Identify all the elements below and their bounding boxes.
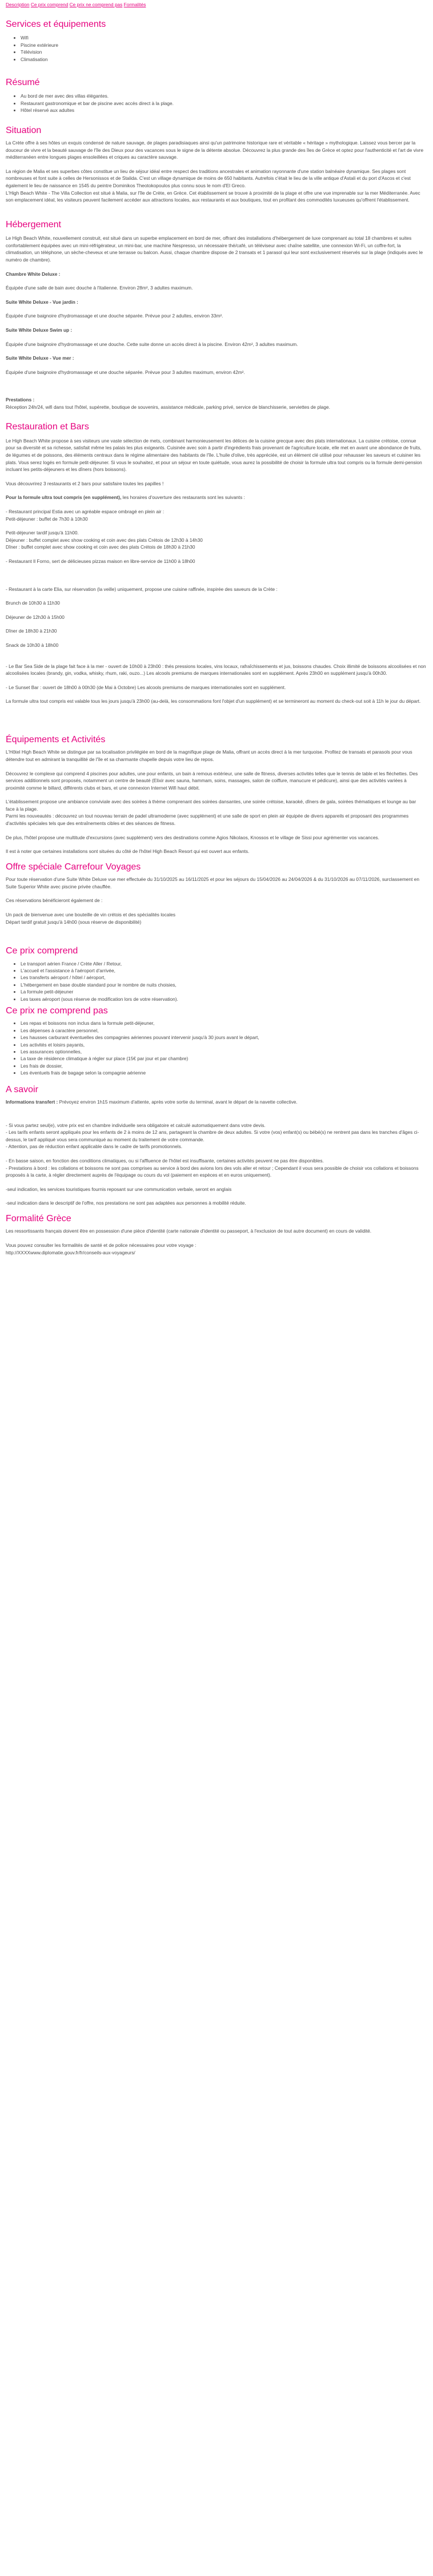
situation-paragraph: La région de Malia et ses superbes côtes constitue un lieu de séjour idéal entre respect des traditions ancestrales et animation rayonnante d'une station balnéaire dynamique. Ses plages sont nombreuses et font suite à celles de Hersonissos et de Stalida. C'est un village dynamique de moins de 650 habitants. Autrefois c'était le lieu de la ville antique d'Astali et du port d'Ascos et c'est également le lieu de naissance en 1545 du peintre Dominikos Theotokopoulos plus connu sous le nom d'El Greco. — [6, 168, 411, 188]
list-item: • Les hausses carburant éventuelles des compagnies aériennes pouvant intervenir jusqu'à 30 jours avant le départ, — [21, 1034, 426, 1041]
savoir-title: A savoir — [6, 1084, 38, 1094]
list-item: • Les frais de dossier, — [21, 1062, 426, 1069]
offre-paragraph: Ces réservations bénéficieront également de : — [6, 897, 103, 904]
carte-hour: Déjeuner de 12h30 à 15h00 — [6, 614, 65, 620]
list-item: • La formule petit-déjeuner — [21, 988, 426, 995]
room-desc: Équipée d'une baignoire d'hydromassage et une douche séparée. Prévue pour 3 adultes maximum, environ 42m². — [6, 369, 245, 375]
forno-line: - Restaurant Il Forno, sert de délicieuses pizzas maison en libre-service de 11h00 à 18h00 — [6, 558, 195, 564]
room-desc: Équipée d'une salle de bain avec douche à l'italienne. Environ 28m², 3 adultes maximum. — [6, 285, 193, 291]
equipements-paragraph: L'établissement propose une ambiance conviviale avec des soirées à thème comprenant des soirées dansantes, une soirée crétoise, karaoké, dîners de gala, soirées thématiques et lounge au bar face à la plage. — [6, 799, 416, 812]
link-ce-prix-ne-comprend-pas[interactable]: Ce prix ne comprend pas — [69, 2, 123, 7]
list-item: • Hôtel réservé aux adultes — [21, 107, 426, 114]
room-name: Suite White Deluxe - Vue jardin : — [6, 299, 78, 305]
savoir-line: - Attention, pas de réduction enfant applicable dans le cadre de tarifs promotionnels. — [6, 1144, 183, 1150]
offre-paragraph: Un pack de bienvenue avec une bouteille de vin crétois et des spécialités locales Départ tardif gratuit jusqu'à 14h00 (sous réserve de disponibilité) — [6, 912, 176, 925]
ne-comprend-list — [6, 1020, 426, 1076]
equipements-paragraph: Découvrez le complexe qui comprend 4 piscines pour adultes, une pour enfants, un bain à remous extérieur, une salle de fitness, diverses activités telles que le tennis de table et les fléchettes. Des services additionnels sont proposés, notamment un centre de beauté (Elixir avec sauna, hammam, soins, massages, salon de coiffure, manucure et pédicure), ainsi que des activités variées à proximité comme le billard, différents clubs et bars, et une connexion Internet Wifi haut débit. — [6, 770, 418, 791]
main-rest-line: Petit-déjeuner : buffet de 7h30 à 10h30 — [6, 516, 88, 522]
services-title: Services et équipements — [6, 19, 106, 29]
list-item: • Les taxes aéroport (sous réserve de modification lors de votre réservation). — [21, 996, 426, 1003]
formalite-link-label: Vous pouvez consulter les formalités de santé et de police nécessaires pour votre voyage : — [6, 1242, 197, 1248]
restaurant-intro: Le High Beach White propose à ses visiteurs une vaste sélection de mets, combinant harmonieusement les délices de la cuisine grecque avec des plats internationaux. La cuisine crétoise, connue pour sa diversité et sa richesse, satisfait même les palais les plus exigeants. Cuisinée avec soin à partir d'ingrédients frais provenant de l'agriculture locale, elle met en avant une abondance de fruits, de légumes et de poissons, des éléments centraux dans le régime alimentaire des habitants de l'île. L'huile d'olive, très appréciée, est un élément clé utilisé pour rehausser les saveurs et cuisiner les plats. Vous serez logés en formule petit-déjeuner. Si vous le souhaitez, et pour un séjour en toute quiétude, vous aurez la possibilité de choisir la formule ultra tout compris ou la formule demi-pension incluant les petits-déjeuners et les dîners (hors boissons). — [6, 437, 422, 473]
list-item: • Les dépenses à caractère personnel, — [21, 1027, 426, 1034]
savoir-line: -seul indication, les services touristiques fournis reposant sur une communication verbale, seront en anglais — [6, 1186, 232, 1192]
hours-rest: les horaires d'ouverture des restaurants sont les suivants : — [121, 494, 245, 501]
carte-intro: - Restaurant à la carte Elia, sur réservation (la veille) uniquement, propose une cuisine raffinée, inspirée des saveurs de la Crète : — [6, 586, 278, 592]
offre-paragraph: Pour toute réservation d'une Suite White Deluxe vue mer effectuée du 31/10/2025 au 16/11/2025 et pour les séjours du 15/04/2026 au 24/04/2026 & du 31/10/2026 au 07/11/2026, surclassement en Suite Superior White avec piscine privée chauffée. — [6, 876, 419, 889]
room-name: Suite White Deluxe - Vue mer : — [6, 355, 74, 361]
savoir-line: - Prestations à bord : les collations et boissons ne sont pas comprises au service à bord des avions lors des vols aller et retour ; Cependant il vous sera possible de choisir vos collations et boissons proposés à la carte, à régler directement auprès de l'équipage ou cours du vol (paiement en espèces et en euros uniquement). — [6, 1165, 419, 1178]
link-formalites[interactable]: Formalités — [123, 2, 146, 7]
main-rest-line: Petit-déjeuner tardif jusqu'à 11h00. — [6, 530, 79, 536]
carte-hour: Dîner de 18h30 à 21h30 — [6, 628, 57, 634]
list-item: • La taxe de résidence climatique à régler sur place (15€ par jour et par chambre) — [21, 1055, 426, 1062]
situation-paragraph: L'High Beach White - The Villa Collection est situé à Malia, sur l'île de Crète, en Grèce. Cet établissement se trouve à proximité de la plage et offre une vue imprenable sur la mer Méditerranée. Avec son emplacement idéal, les visiteurs peuvent facilement accéder aux attractions locales, aux restaurants et aux boutiques, tout en profitant des commodités luxueuses qu'offrent l'établissement. — [6, 190, 420, 203]
info-label: Informations transfert : — [6, 1099, 58, 1105]
link-ce-prix-comprend[interactable]: Ce prix comprend — [30, 2, 69, 7]
formalite-text: Les ressortissants français doivent être en possession d'une pièce d'identité (carte nationale d'identité ou passeport, à l'exclusion de tout autre document) en cours de validité. — [6, 1228, 372, 1234]
room-name: Suite White Deluxe Swim up : — [6, 327, 73, 333]
list-item: • Les repas et boissons non inclus dans la formule petit-déjeuner, — [21, 1020, 426, 1027]
list-item: • L'hébergement en base double standard pour le nombre de nuits choisies, — [21, 981, 426, 988]
equipements-paragraph: De plus, l'hôtel propose une multitude d'excursions (avec supplément) vers des destinations comme Agios Nikolaos, Knossos et le village de Sissi pour agrémenter vos vacances. — [6, 834, 379, 840]
services-list — [6, 34, 426, 63]
list-item: • Télévision — [21, 49, 426, 55]
equipements-paragraph: Parmi les nouveautés : découvrez un tout nouveau terrain de padel ultramoderne (avec supplément) et une salle de sport en plein air équipée de divers appareils et proposant des programmes d'activités spéciales tels que des entraînements cibles et des séances de fitness. — [6, 813, 409, 827]
prestations-label: Prestations : — [6, 397, 35, 403]
list-item: • L'accueil et l'assistance à l'aéroport d'arrivée, — [21, 967, 426, 974]
carte-hour: Snack de 10h30 à 18h00 — [6, 642, 59, 648]
list-item: • Le transport aérien France / Crète Aller / Retour, — [21, 960, 426, 967]
page — [0, 0, 433, 1256]
equipements-paragraph: Il est à noter que certaines installations sont situées du côté de l'hôtel High Beach Resort qui est ouvert aux enfants. — [6, 848, 250, 855]
list-item: • Au bord de mer avec des villas élégantes. — [21, 92, 426, 99]
resume-list — [6, 92, 426, 114]
carte-hour: Brunch de 10h30 à 11h30 — [6, 600, 60, 606]
savoir-line: - En basse saison, en fonction des conditions climatiques, ou si l'affluence de l'hôtel est insuffisante, certaines activités peuvent ne pas être disponibles. — [6, 1158, 324, 1164]
room-desc: Équipée d'une baignoire d'hydromassage et une douche séparée. Prévue pour 2 adultes, environ 33m². — [6, 313, 223, 319]
savoir-line: - Si vous partez seul(e), votre prix est en chambre individuelle sera obligatoire et calculé automatiquement dans votre devis. — [6, 1122, 266, 1128]
savoir-line: - Les tarifs enfants seront appliqués pour les enfants de 2 à moins de 12 ans, partageant la chambre de deux adultes. Si votre (vos) enfant(s) ou bébé(s) ne rentrent pas dans les tranches d'âges ci-dessus, le tarif appliqué vous sera communiqué au moment du traitement de votre commande. — [6, 1129, 419, 1142]
comprend-list — [6, 960, 426, 1003]
ne-comprend-title: Ce prix ne comprend pas — [6, 1006, 108, 1016]
bar-line: - Le Sunset Bar : ouvert de 18h00 à 00h30 (de Mai à Octobre) Les alcools premiums de marques internationales sont en supplément. — [6, 684, 286, 690]
list-item: • Les assurances optionnelles, — [21, 1048, 426, 1055]
situation-title: Situation — [6, 125, 42, 135]
info-text: Prévoyez environ 1h15 maximum d'attente, après votre sortie du terminal, avant le départ de la navette collective. — [58, 1099, 298, 1105]
savoir-line: -seul indication dans le descriptif de l'offre, nos prestations ne sont pas adaptées aux personnes à mobilité réduite. — [6, 1200, 246, 1206]
restaurant-title: Restauration et Bars — [6, 422, 89, 432]
resume-title: Résumé — [6, 78, 40, 88]
top-links — [6, 0, 426, 8]
equipements-paragraph: L'Hôtel High Beach White se distingue par sa localisation privilégiée en bord de la magnifique plage de Malia, offrant un accès direct à la mer turquoise. Profitez de transats et parasols pour vous détendre tout en admirant la tranquillité de l'île et sa charmante chapelle depuis votre lieu de repos. — [6, 749, 412, 762]
restaurant-count: Vous découvrirez 3 restaurants et 2 bars pour satisfaire toutes les papilles ! — [6, 480, 164, 486]
list-item: • Les éventuels frais de bagage selon la compagnie aérienne — [21, 1069, 426, 1076]
situation-paragraph: La Crète offre à ses hôtes un exquis condensé de nature sauvage, de plages paradisiaques ainsi qu'un patrimoine historique rare et véritable « héritage » mythologique. Laissez vous bercer par la douceur de vivre et la beauté sauvage de l'île des Dieux pour des vacances sous le signe de la détente absolue. Découvrez la plus grande des îles de Grèce et optez pour l'authenticité et l'art de vivre méditerranéen entre longues plages ensoleillées et criques au caractère sauvage. — [6, 140, 424, 160]
restaurant-closing: La formule ultra tout compris est valable tous les jours jusqu'à 23h00 (au-delà, les consommations font l'objet d'un supplément) et se termineront au moment du check-out soit à 11h le jour du départ. — [6, 698, 421, 705]
savoir-info — [6, 1098, 426, 1106]
bar-line: - Le Bar Sea Side de la plage fait face à la mer - ouvert de 10h00 à 23h00 : thés pressions locales, vins locaux, rafraîchissements et jus, boissons chaudes. Choix illimité de boissons alcoolisées et non alcoolisées locales (brandy, gin, vodka, whisky, rhum, raki, ouzo...) Les alcools premiums de marques internationales sont en supplément. Après 23h00 en supplément jusqu'à 00h30. — [6, 663, 426, 677]
main-rest-line: Dîner : buffet complet avec show cooking et coin avec des plats Crétois de 18h30 à 21h30 — [6, 544, 195, 550]
offre-title: Offre spéciale Carrefour Voyages — [6, 862, 141, 872]
list-item: • Climatisation — [21, 56, 426, 63]
formalite-link: http://XXXXwww.diplomatie.gouv.fr/fr/conseils-aux-voyageurs/ — [6, 1249, 135, 1255]
list-item: • Les transferts aéroport / hôtel / aéroport, — [21, 974, 426, 981]
restaurant-hours — [6, 494, 426, 501]
main-rest-line: - Restaurant principal Estia avec un agréable espace ombragé en plein air : — [6, 509, 165, 515]
room-name: Chambre White Deluxe : — [6, 271, 61, 277]
hebergement-title: Hébergement — [6, 219, 61, 230]
list-item: • Wifi — [21, 34, 426, 41]
hours-label: Pour la formule ultra tout compris (en supplément), — [6, 494, 122, 501]
list-item: • Restaurant gastronomique et bar de piscine avec accès direct à la plage. — [21, 100, 426, 107]
prestations-text: Réception 24h/24, wifi dans tout l'hôtel, supérette, boutique de souvenirs, assistance médicale, parking privé, service de blanchisserie, serviettes de plage. — [6, 404, 330, 410]
main-rest-line: Déjeuner : buffet complet avec show cooking et coin avec des plats Crétois de 12h30 à 14h30 — [6, 537, 203, 543]
hebergement-intro: Le High Beach White, nouvellement construit, est situé dans un superbe emplacement en bord de mer, offrant des installations d'hébergement de luxe comprenant au total 18 chambres et suites confortablement équipées avec un mini-réfrigérateur, un mini-bar, une machine Nespresso, un nécessaire thé/café, un téléviseur avec chaîne satellite, une connexion Wi-Fi, un coffre-fort, la climatisation, un téléphone, un sèche-cheveux et une terrasse ou balcon. Aussi, chaque chambre dispose de 2 transats et 1 parasol qui leur sont exclusivement réservés sur la plage (indiqués avec le numéro de chambre). — [6, 235, 423, 263]
comprend-title: Ce prix comprend — [6, 946, 78, 956]
equipements-title: Équipements et Activités — [6, 734, 106, 744]
list-item: • Piscine extérieure — [21, 42, 426, 49]
list-item: • Les activités et loisirs payants, — [21, 1041, 426, 1048]
room-desc: Équipée d'une baignoire d'hydromassage et une douche. Cette suite donne un accès direct à la piscine. Environ 42m², 3 adultes maximum. — [6, 341, 298, 347]
link-description[interactable]: Description — [6, 2, 30, 7]
formalite-title: Formalité Grèce — [6, 1214, 71, 1223]
